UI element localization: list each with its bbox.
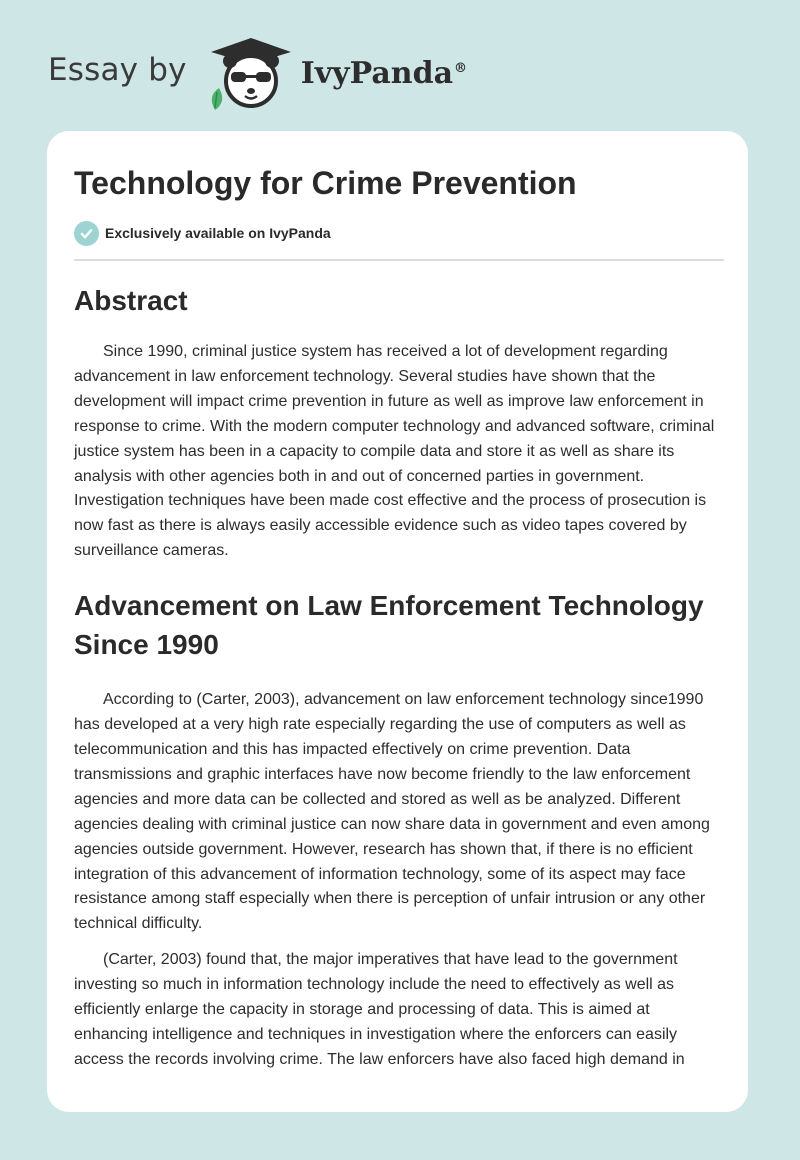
page-title: Technology for Crime Prevention [74,165,577,201]
abstract-paragraph: Since 1990, criminal justice system has received a lot of development regarding advancement in law enforcement technology. Several studies have shown that the development will impact crime prevention in future as well as improve law enforcement in response to crime. With the modern computer technology and advanced software, criminal justice system has been in a capacity to compile data and store it as well as share its analysis with other agencies both in and out of concerned parties in government. Investigation techniques have been made cost effective and the process of prosecution is now fast as there is always easily accessible evidence such as video tapes covered by surveillance cameras. [74,343,715,560]
section-heading-abstract: Abstract [74,285,188,316]
registered-mark: ® [454,60,468,76]
brand-name[interactable] [301,56,467,91]
brand-name-text: IvyPanda [300,55,454,91]
exclusive-text: Exclusively available on IvyPanda [105,225,331,241]
brand-prefix: Essay by [48,52,187,88]
essay-content [74,161,724,1073]
section-heading-advancement: Advancement on Law Enforcement Technology Since 1990 [74,590,704,661]
body-paragraph: According to (Carter, 2003), advancement on law enforcement technology since1990 has developed at a very high rate especially regarding the use of computers as well as telecommunication and this has impacted effectively on crime prevention. Data transmissions and graphic interfaces have now become friendly to the law enforcement agencies and more data can be collected and stored as well as be analyzed. Different agencies dealing with criminal justice can now share data in government and even among agencies outside government. However, research has shown that, if there is no efficient integration of this advancement of information technology, some of its aspect may face resistance among staff especially when there is perception of unfair intrusion or any other technical difficulty. [74,691,710,933]
site-brand [48,34,467,114]
check-circle-icon [74,221,99,246]
panda-graduate-icon[interactable] [203,34,295,114]
title-divider [74,259,724,261]
essay-card [47,131,748,1112]
body-paragraph: (Carter, 2003) found that, the major imperatives that have lead to the government investing so much in information technology include the need to effectively as well as efficiently enlarge the capacity in storage and processing of data. This is aimed at enhancing intelligence and techniques in investigation where the enforcers can easily access the records involving crime. The law enforcers have also faced high demand in [74,951,685,1068]
exclusive-badge [74,219,724,247]
